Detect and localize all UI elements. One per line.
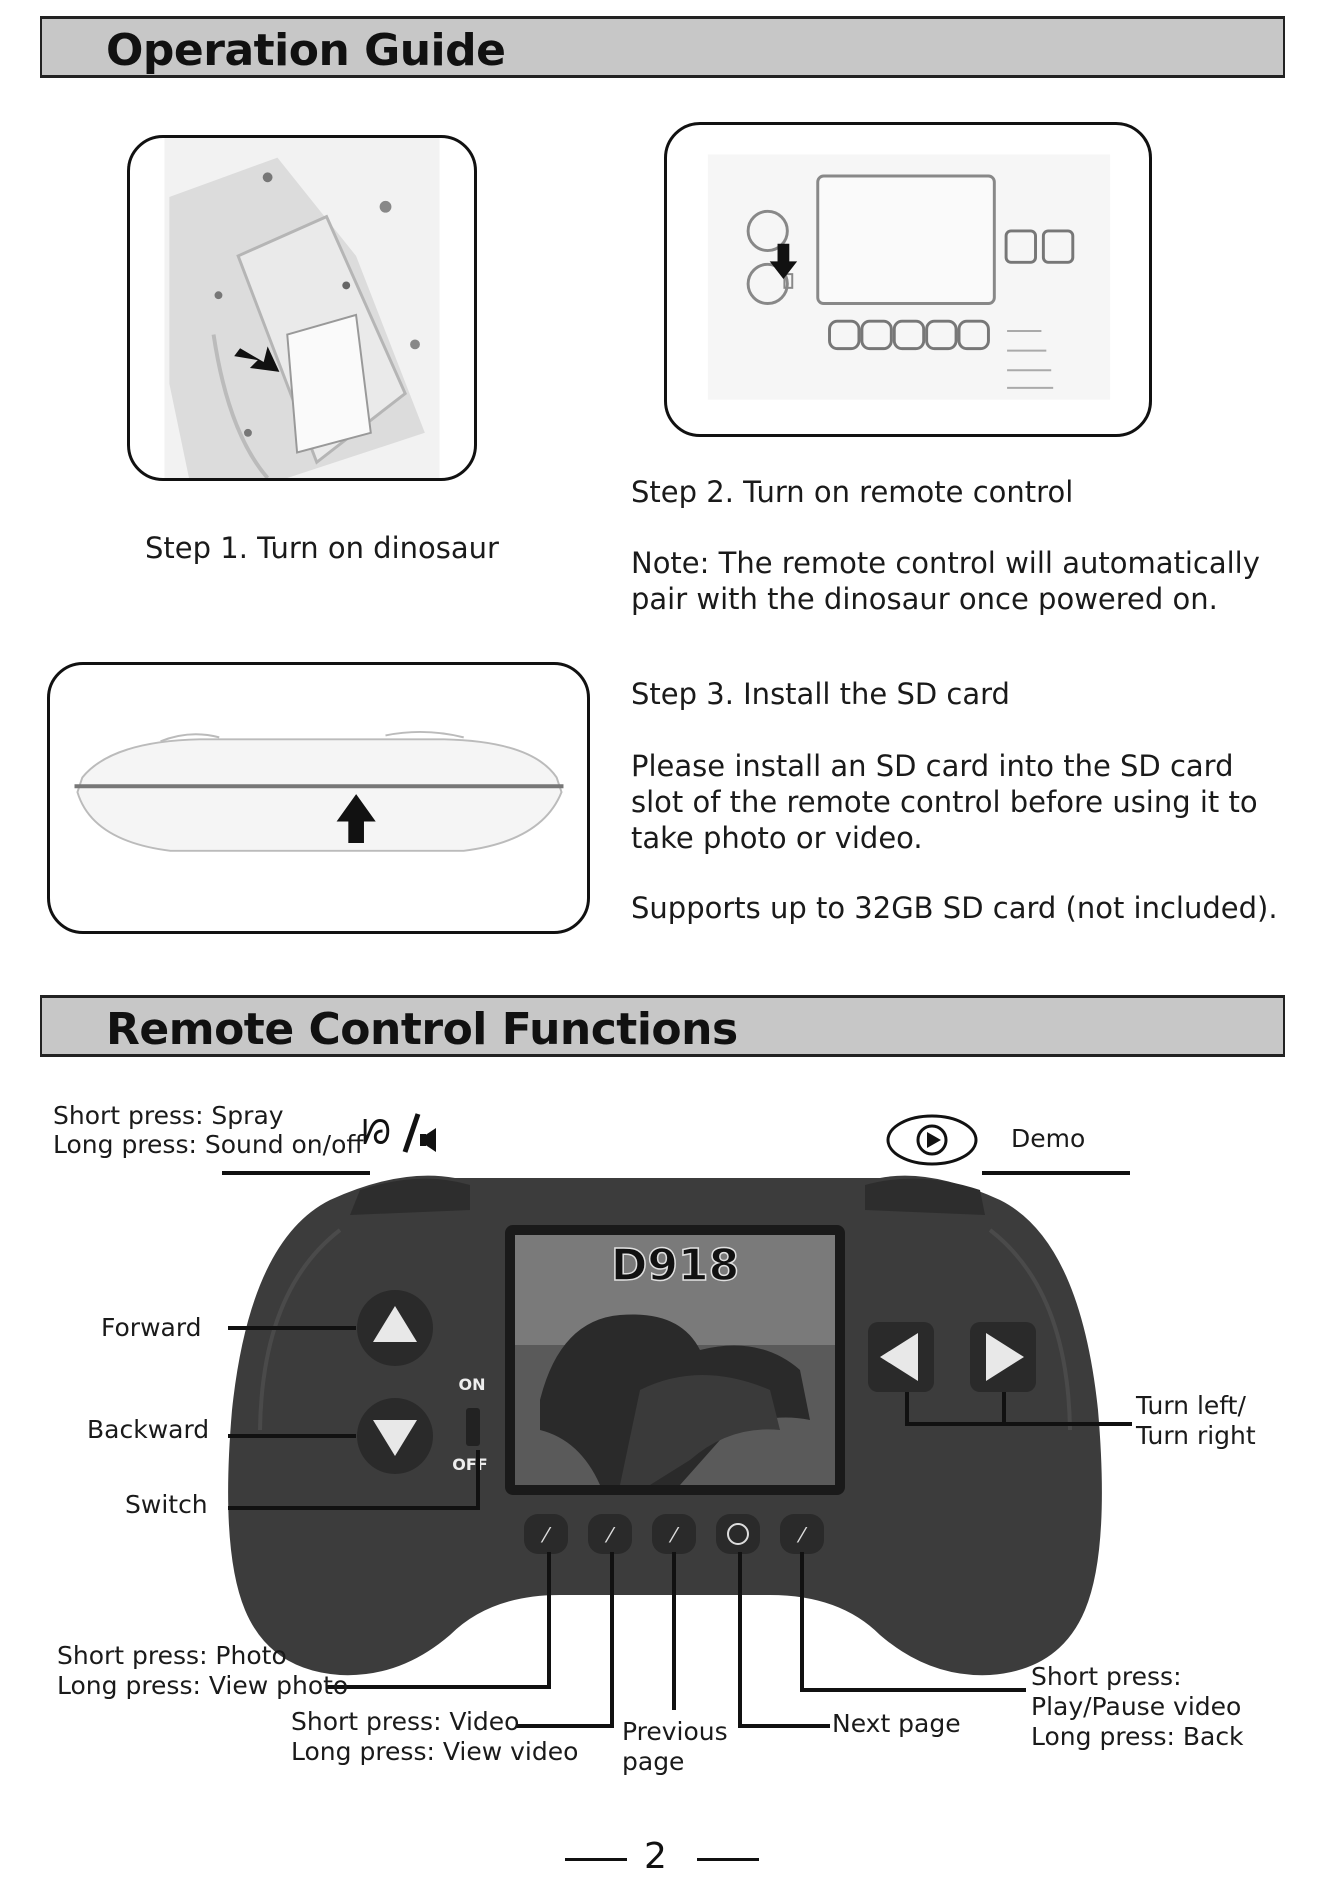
step3-text-line3: take photo or video. xyxy=(631,821,923,855)
svg-text:⁄: ⁄ xyxy=(544,1523,548,1547)
previous-page-button[interactable] xyxy=(652,1514,696,1554)
remote-functions-title: Remote Control Functions xyxy=(106,1004,738,1055)
next-page-button[interactable] xyxy=(716,1514,760,1554)
play-label-line3: Long press: Back xyxy=(1031,1722,1244,1751)
page-number: 2 xyxy=(644,1836,667,1877)
forward-label: Forward xyxy=(101,1313,202,1342)
switch-label: Switch xyxy=(125,1490,208,1519)
remote-functions-header xyxy=(40,995,1285,1057)
photo-button[interactable] xyxy=(524,1514,568,1554)
step2-note-line2: pair with the dinosaur once powered on. xyxy=(631,582,1218,616)
play-pause-button[interactable] xyxy=(780,1514,824,1554)
play-label-line2: Play/Pause video xyxy=(1031,1692,1242,1721)
step2-note-line1: Note: The remote control will automatically xyxy=(631,546,1260,580)
step2-illustration xyxy=(664,122,1152,437)
step3-illustration xyxy=(47,662,590,934)
play-label-line1: Short press: xyxy=(1031,1662,1182,1691)
step3-caption: Step 3. Install the SD card xyxy=(631,677,1010,711)
backward-label: Backward xyxy=(87,1415,210,1444)
spray-label-line2: Long press: Sound on/off xyxy=(53,1130,364,1159)
step3-text-line2: slot of the remote control before using it to xyxy=(631,785,1258,819)
svg-text:⁄: ⁄ xyxy=(608,1523,612,1547)
photo-label-line2: Long press: View photo xyxy=(57,1671,349,1700)
switch-off-label: OFF xyxy=(452,1455,488,1474)
previous-page-label-line1: Previous xyxy=(622,1717,728,1746)
video-label-line1: Short press: Video xyxy=(291,1707,520,1736)
turn-label-line2: Turn right xyxy=(1136,1421,1256,1450)
video-button[interactable] xyxy=(588,1514,632,1554)
power-switch[interactable] xyxy=(466,1408,480,1446)
step1-caption: Step 1. Turn on dinosaur xyxy=(145,531,499,565)
step1-illustration xyxy=(127,135,477,481)
step3-text-line1: Please install an SD card into the SD card xyxy=(631,749,1234,783)
svg-text:ᘗ: ᘗ xyxy=(362,1113,391,1153)
dinosaur-switch-image xyxy=(130,138,474,478)
operation-guide-title: Operation Guide xyxy=(106,25,506,76)
svg-text:⁄: ⁄ xyxy=(800,1523,804,1547)
spray-label-line1: Short press: Spray xyxy=(53,1101,284,1130)
previous-page-label-line2: page xyxy=(622,1747,685,1776)
turn-label-line1: Turn left/ xyxy=(1136,1391,1246,1420)
demo-icon xyxy=(888,1116,976,1164)
spray-sound-icon xyxy=(362,1113,436,1153)
demo-label: Demo xyxy=(1011,1124,1086,1153)
next-page-label: Next page xyxy=(832,1709,961,1738)
video-label-line2: Long press: View video xyxy=(291,1737,579,1766)
photo-label-line1: Short press: Photo xyxy=(57,1641,287,1670)
operation-guide-header xyxy=(40,16,1285,78)
sd-card-slot-image xyxy=(50,665,587,931)
switch-on-label: ON xyxy=(458,1375,486,1394)
step3-support: Supports up to 32GB SD card (not included). xyxy=(631,891,1278,925)
remote-control-power-image xyxy=(667,125,1149,434)
page-number-rule-right xyxy=(697,1858,759,1861)
screen-model-text: D918 xyxy=(610,1240,740,1291)
svg-text:⁄: ⁄ xyxy=(672,1523,676,1547)
step2-caption: Step 2. Turn on remote control xyxy=(631,475,1074,509)
page-number-rule-left xyxy=(565,1858,627,1861)
